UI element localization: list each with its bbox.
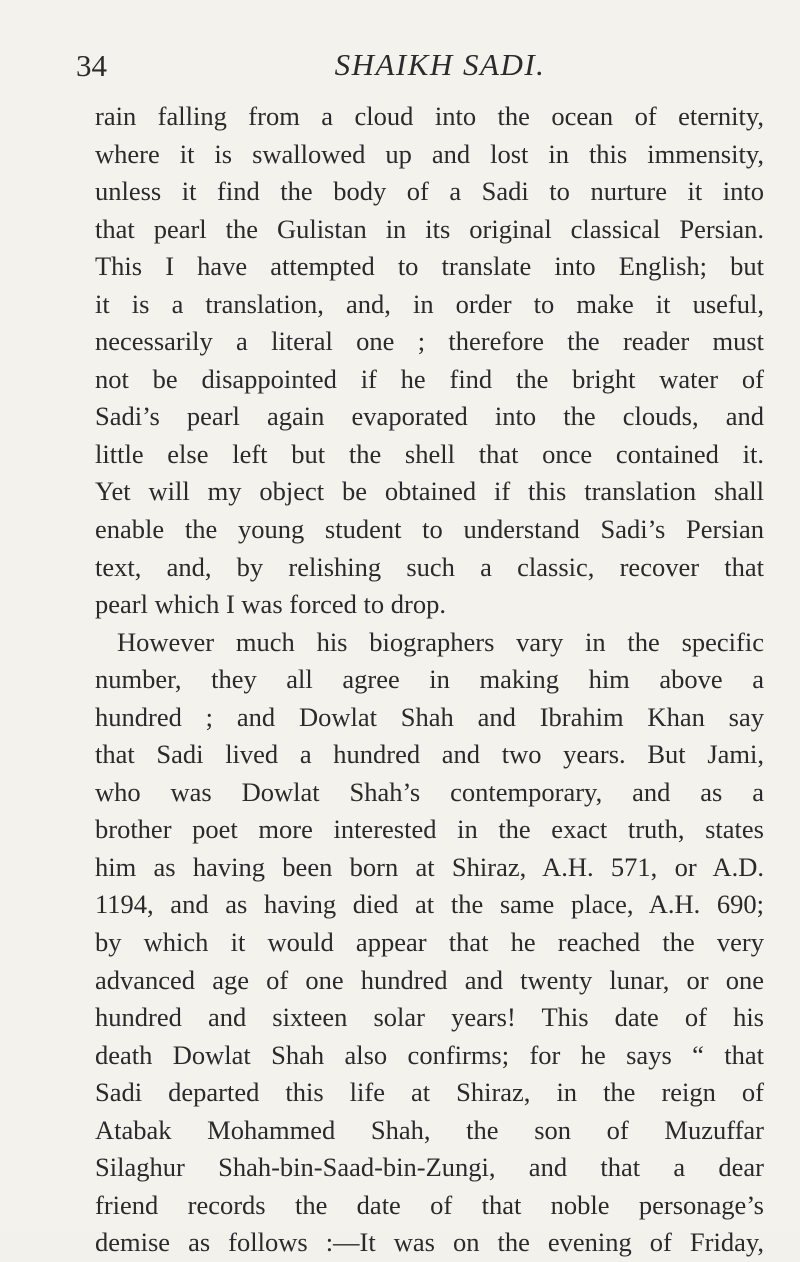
text-line: hundred ; and Dowlat Shah and Ibrahim Khan say — [95, 701, 764, 732]
text-line: Sadi departed this life at Shiraz, in the reign of — [95, 1077, 764, 1108]
text-line: that Sadi lived a hundred and two years. But Jami, — [95, 739, 764, 770]
text-line: Sadi’s pearl again evaporated into the clouds, and — [95, 401, 764, 432]
text-line: Silaghur Shah-bin-Saad-bin-Zungi, and that a dear — [95, 1152, 764, 1183]
text-line: Atabak Mohammed Shah, the son of Muzuffar — [95, 1114, 764, 1145]
text-line: This I have attempted to translate into English; but — [95, 251, 764, 282]
paragraph-end-line: pearl which I was forced to drop. — [95, 589, 446, 620]
text-line: death Dowlat Shah also confirms; for he says “ that — [95, 1039, 764, 1070]
paragraph-start-line: However much his biographers vary in the specific — [117, 626, 764, 657]
text-line: friend records the date of that noble personage’s — [95, 1189, 764, 1220]
text-line: that pearl the Gulistan in its original classical Persian. — [95, 213, 764, 244]
text-line: advanced age of one hundred and twenty lunar, or one — [95, 964, 764, 995]
text-line: little else left but the shell that once contained it. — [95, 438, 764, 469]
text-line: unless it find the body of a Sadi to nurture it into — [95, 176, 764, 207]
text-line: rain falling from a cloud into the ocean of eternity, — [95, 101, 764, 131]
text-line: necessarily a literal one ; therefore the reader must — [95, 326, 764, 357]
running-head: SHAIKH SADI. — [334, 47, 546, 82]
text-line: it is a translation, and, in order to make it useful, — [95, 288, 764, 319]
text-line: hundred and sixteen solar years! This date of his — [95, 1002, 764, 1033]
page-number: 34 — [76, 48, 107, 83]
text-line: 1194, and as having died at the same place, A.H. 690; — [95, 889, 764, 920]
text-line: number, they all agree in making him above a — [95, 664, 764, 695]
text-line: brother poet more interested in the exact truth, states — [95, 814, 764, 845]
body-text — [95, 98, 764, 1262]
text-line: where it is swallowed up and lost in this immensity, — [95, 138, 764, 169]
text-line: enable the young student to understand Sadi’s Persian — [95, 514, 764, 545]
text-line: by which it would appear that he reached the very — [95, 927, 764, 958]
text-line: Yet will my object be obtained if this translation shall — [95, 476, 764, 507]
text-line: demise as follows :—It was on the evening of Friday, — [95, 1227, 764, 1258]
text-line: who was Dowlat Shah’s contemporary, and as a — [95, 776, 764, 807]
text-line: him as having been born at Shiraz, A.H. 571, or A.D. — [95, 851, 764, 882]
text-line: not be disappointed if he find the bright water of — [95, 363, 764, 394]
text-line: text, and, by relishing such a classic, recover that — [95, 551, 764, 582]
